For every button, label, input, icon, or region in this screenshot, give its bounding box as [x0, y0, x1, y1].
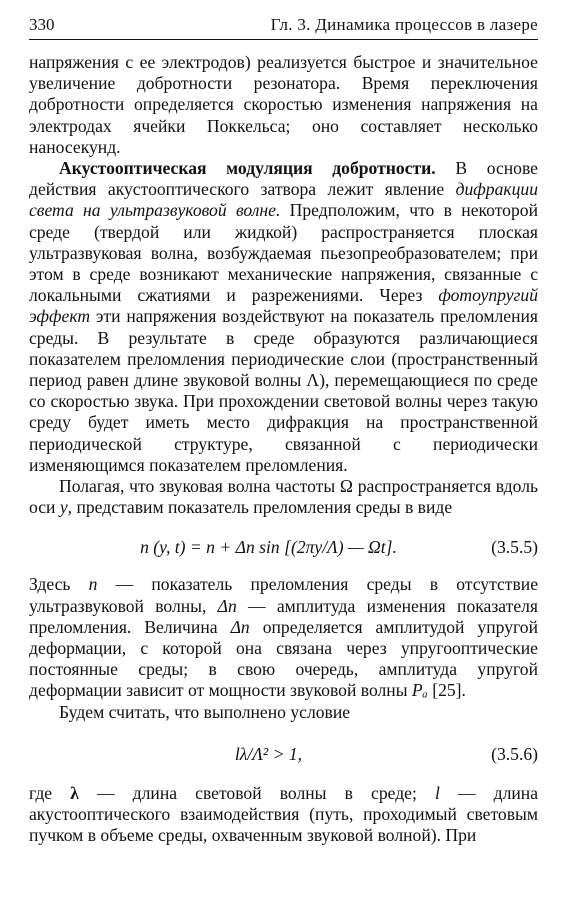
paragraph-definitions — [29, 574, 538, 701]
book-page — [29, 14, 538, 847]
text-run: Здесь — [29, 574, 89, 595]
equation-expression: lλ/Λ² > 1, — [234, 743, 303, 764]
italic-variable: l — [434, 782, 440, 803]
equation-3-5-6 — [29, 743, 538, 765]
italic-variable: Δn — [230, 616, 250, 637]
running-head — [29, 14, 538, 40]
text-run: Полагая, что звуковая волна частоты Ω распространяется вдоль оси — [29, 476, 538, 518]
italic-term: фотоупругий эффект — [29, 285, 538, 327]
equation-expression: n (y, t) = n + Δn sin [(2πy/Λ) — Ωt]. — [140, 537, 397, 558]
italic-variable: n — [88, 574, 98, 595]
paragraph-condition: Будем считать, что выполнено условие — [59, 701, 351, 722]
text-run: В основе действия акустооптического затвора лежит явление — [29, 158, 538, 200]
italic-variable: y — [59, 497, 68, 518]
text-run: — длина акустооптического взаимодействия (путь, проходимый световым пучком в объеме среды, охваченным звуковой волной). При — [29, 782, 539, 846]
equation-3-5-5 — [29, 536, 538, 558]
text-run: где — [29, 782, 71, 803]
paragraph-lambda — [29, 783, 538, 847]
chapter-title: Гл. 3. Динамика процессов в лазере — [270, 15, 538, 34]
text-run: эти напряжения воздействуют на показатель преломления среды. В результате в среде образуются различающиеся показателем преломления периодические слои (пространственный период равен длине звуковой волны Λ), перемещающиеся по среде со скоростью звука. При прохождении световой волны через такую среду будет иметь место дифракция на пространственной периодической структуре, связанной с периодически изменяющимся показателем преломления. — [29, 306, 538, 475]
italic-variable: Pₐ — [411, 680, 428, 701]
paragraph-pockels-end: напряжения с ее электродов) реализуется быстрое и значительное увеличение добротности резонатора. Время переключения добротности определяется скоростью изменения напряжения на электродах ячейки Поккельса; оно составляет несколько наносекунд. — [29, 52, 538, 157]
text-run: [25]. — [427, 680, 466, 701]
text-run: — длина световой волны в среде; — [78, 782, 435, 803]
italic-variable: Δn — [217, 595, 237, 616]
paragraph-sound-wave — [29, 476, 538, 518]
text-run: определяется амплитудой упругой деформации, с которой она связана через упругооптические постоянные среды; в свою очередь, амплитуда упругой деформации зависит от мощности звуковой волны — [29, 616, 538, 701]
italic-term: дифракции света на ультразвуковой волне. — [29, 179, 538, 221]
paragraph-acoustooptic — [29, 158, 538, 476]
equation-number: (3.5.6) — [491, 743, 538, 764]
text-run: — показатель преломления среды в отсутствие ультразвуковой волны, — [29, 574, 538, 616]
page-number: 330 — [29, 15, 55, 34]
bold-variable: λ — [70, 782, 79, 803]
text-run: Предположим, что в некоторой среде (твердой или жидкой) распространяется плоская ультразвуковая волна, возбуждаемая пьезопреобразователем; при этом в среде возникают механические напряжения, связанные с локальными сжатиями и разрежениями. Через — [29, 200, 538, 306]
section-heading: Акустооптическая модуляция добротности. — [59, 158, 436, 179]
text-run: , представим показатель преломления среды в виде — [67, 497, 453, 518]
text-run: — амплитуда изменения показателя преломления. Величина — [29, 595, 538, 637]
equation-number: (3.5.5) — [491, 537, 538, 558]
